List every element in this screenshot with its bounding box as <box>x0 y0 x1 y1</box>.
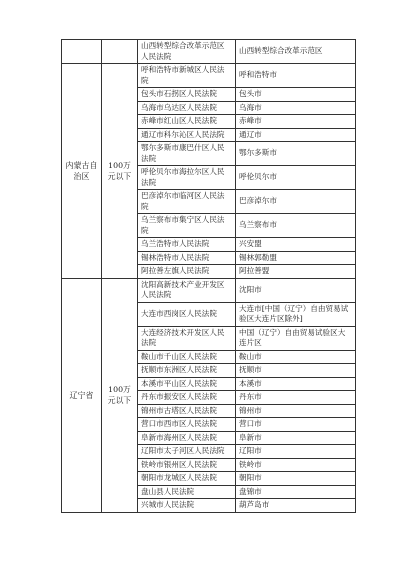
jurisdiction-scope-cell: 阿拉善盟 <box>236 265 356 279</box>
court-name-cell: 朝阳市龙城区人民法院 <box>138 472 236 486</box>
court-name-cell: 盘山县人民法院 <box>138 485 236 499</box>
jurisdiction-scope-cell: 抚顺市 <box>236 364 356 378</box>
court-name-cell: 大连经济技术开发区人民法院 <box>138 326 236 350</box>
jurisdiction-scope-cell: 中国（辽宁）自由贸易试验区大连片区 <box>236 326 356 350</box>
court-name-cell: 包头市石拐区人民法院 <box>138 88 236 102</box>
court-name-cell: 鄂尔多斯市康巴什区人民法院 <box>138 142 236 166</box>
court-name-cell: 乌海市乌达区人民法院 <box>138 101 236 115</box>
region-cell: 辽宁省 <box>62 278 102 512</box>
court-name-cell: 山西转型综合改革示范区人民法院 <box>138 40 236 64</box>
table-body <box>62 40 356 513</box>
jurisdiction-scope-cell: 通辽市 <box>236 128 356 142</box>
court-name-cell: 呼和浩特市新城区人民法院 <box>138 64 236 88</box>
jurisdiction-scope-cell: 赤峰市 <box>236 115 356 129</box>
court-name-cell: 阜新市海州区人民法院 <box>138 431 236 445</box>
region-cell: 内蒙古自治区 <box>62 64 102 279</box>
jurisdiction-scope-cell: 朝阳市 <box>236 472 356 486</box>
court-name-cell: 铁岭市银州区人民法院 <box>138 458 236 472</box>
jurisdiction-scope-cell: 乌海市 <box>236 101 356 115</box>
jurisdiction-scope-cell: 鞍山市 <box>236 350 356 364</box>
table-row <box>62 40 356 64</box>
jurisdiction-scope-cell: 铁岭市 <box>236 458 356 472</box>
amount-limit-cell: 100万元以下 <box>102 64 138 279</box>
amount-limit-cell: 100万元以下 <box>102 278 138 512</box>
court-name-cell: 兴城市人民法院 <box>138 499 236 513</box>
jurisdiction-scope-cell: 辽阳市 <box>236 445 356 459</box>
jurisdiction-scope-cell: 呼和浩特市 <box>236 64 356 88</box>
jurisdiction-scope-cell: 包头市 <box>236 88 356 102</box>
table-row <box>62 64 356 88</box>
jurisdiction-scope-cell: 呼伦贝尔市 <box>236 166 356 190</box>
court-name-cell: 本溪市平山区人民法院 <box>138 377 236 391</box>
region-cell <box>62 40 102 64</box>
amount-cell <box>102 40 138 64</box>
jurisdiction-scope-cell: 葫芦岛市 <box>236 499 356 513</box>
court-name-cell: 乌兰浩特市人民法院 <box>138 238 236 252</box>
court-name-cell: 呼伦贝尔市海拉尔区人民法院 <box>138 166 236 190</box>
jurisdiction-scope-cell: 鄂尔多斯市 <box>236 142 356 166</box>
jurisdiction-scope-cell: 本溪市 <box>236 377 356 391</box>
court-name-cell: 沈阳高新技术产业开发区人民法院 <box>138 278 236 302</box>
court-name-cell: 抚顺市东洲区人民法院 <box>138 364 236 378</box>
jurisdiction-scope-cell: 山西转型综合改革示范区 <box>236 40 356 64</box>
jurisdiction-scope-cell: 乌兰察布市 <box>236 214 356 238</box>
jurisdiction-scope-cell: 盘锦市 <box>236 485 356 499</box>
court-name-cell: 大连市西岗区人民法院 <box>138 302 236 326</box>
court-name-cell: 辽阳市太子河区人民法院 <box>138 445 236 459</box>
court-jurisdiction-table <box>61 39 356 513</box>
court-name-cell: 鞍山市千山区人民法院 <box>138 350 236 364</box>
jurisdiction-scope-cell: 兴安盟 <box>236 238 356 252</box>
court-name-cell: 乌兰察布市集宁区人民法院 <box>138 214 236 238</box>
jurisdiction-scope-cell: 阜新市 <box>236 431 356 445</box>
court-name-cell: 赤峰市红山区人民法院 <box>138 115 236 129</box>
jurisdiction-scope-cell: 锡林郭勒盟 <box>236 251 356 265</box>
jurisdiction-scope-cell: 丹东市 <box>236 391 356 405</box>
court-name-cell: 巴彦淖尔市临河区人民法院 <box>138 190 236 214</box>
court-name-cell: 丹东市振安区人民法院 <box>138 391 236 405</box>
court-name-cell: 锦州市古塔区人民法院 <box>138 404 236 418</box>
jurisdiction-scope-cell: 大连市[中国（辽宁）自由贸易试验区大连片区除外] <box>236 302 356 326</box>
court-name-cell: 通辽市科尔沁区人民法院 <box>138 128 236 142</box>
court-name-cell: 营口市西市区人民法院 <box>138 418 236 432</box>
jurisdiction-scope-cell: 营口市 <box>236 418 356 432</box>
jurisdiction-scope-cell: 锦州市 <box>236 404 356 418</box>
table-row <box>62 278 356 302</box>
jurisdiction-scope-cell: 沈阳市 <box>236 278 356 302</box>
court-name-cell: 阿拉善左旗人民法院 <box>138 265 236 279</box>
jurisdiction-scope-cell: 巴彦淖尔市 <box>236 190 356 214</box>
court-name-cell: 锡林浩特市人民法院 <box>138 251 236 265</box>
